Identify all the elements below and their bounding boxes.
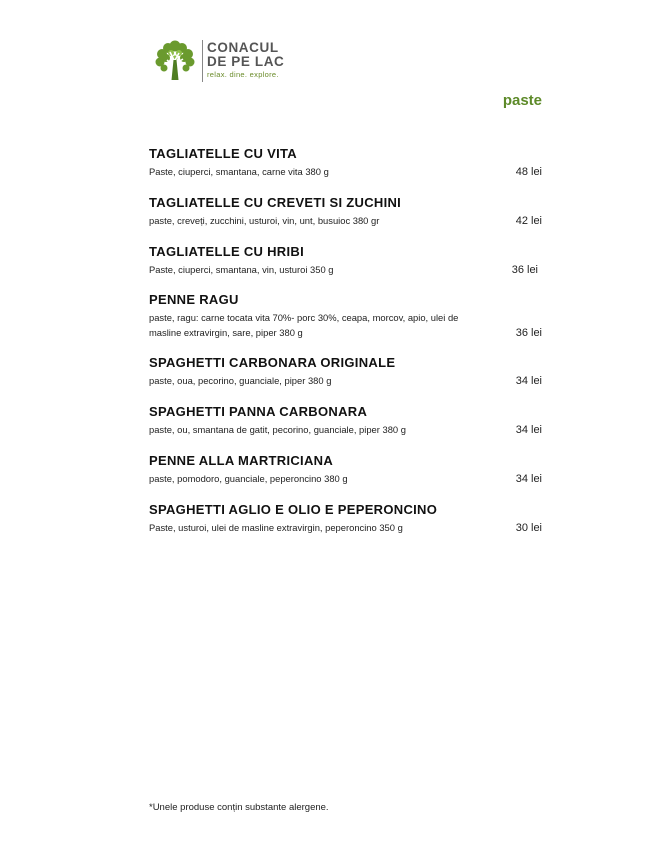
item-description: Paste, ciuperci, smantana, vin, usturoi 350 g (149, 264, 334, 275)
menu-item (149, 292, 542, 355)
item-description: paste, oua, pecorino, guanciale, piper 380 g (149, 375, 332, 386)
logo-divider (202, 40, 203, 82)
menu-list (149, 146, 542, 551)
logo-tagline: relax. dine. explore. (207, 70, 279, 79)
allergen-note: *Unele produse conțin substante alergene. (149, 802, 329, 813)
item-price: 36 lei (511, 264, 538, 276)
item-description: paste, creveți, zucchini, usturoi, vin, unt, busuioc 380 gr (149, 215, 380, 226)
item-description: Paste, ciuperci, smantana, carne vita 380 g (149, 166, 329, 177)
menu-item (149, 244, 542, 292)
menu-item (149, 404, 542, 453)
tree-icon (152, 40, 198, 80)
item-name: SPAGHETTI PANNA CARBONARA (149, 404, 368, 419)
item-price: 36 lei (515, 327, 542, 339)
item-price: 34 lei (515, 375, 542, 387)
item-price: 34 lei (515, 473, 542, 485)
item-description: paste, pomodoro, guanciale, peperoncino 380 g (149, 473, 348, 484)
menu-item (149, 355, 542, 404)
category-title: paste (502, 92, 542, 109)
logo-name-line2: DE PE LAC (207, 54, 285, 69)
item-price: 34 lei (515, 424, 542, 436)
menu-item (149, 146, 542, 195)
item-description: paste, ou, smantana de gatit, pecorino, guanciale, piper 380 g (149, 424, 406, 435)
item-name: SPAGHETTI CARBONARA ORIGINALE (149, 355, 396, 370)
item-name: SPAGHETTI AGLIO E OLIO E PEPERONCINO (149, 502, 438, 517)
item-name: TAGLIATELLE CU HRIBI (149, 244, 305, 259)
item-name: PENNE RAGU (149, 292, 239, 307)
menu-item (149, 195, 542, 244)
menu-item (149, 453, 542, 502)
logo-name-line1: CONACUL (207, 40, 279, 55)
item-price: 48 lei (515, 166, 542, 178)
item-price: 42 lei (515, 215, 542, 227)
item-name: TAGLIATELLE CU CREVETI SI ZUCHINI (149, 195, 402, 210)
item-name: PENNE ALLA MARTRICIANA (149, 453, 334, 468)
item-price: 30 lei (515, 522, 542, 534)
item-description: Paste, usturoi, ulei de masline extravirgin, peperoncino 350 g (149, 522, 403, 533)
logo (152, 38, 302, 88)
item-description: paste, ragu: carne tocata vita 70%- porc 30%, ceapa, morcov, apio, ulei de masline extravirgin, sare, piper 380 g (149, 312, 459, 338)
menu-item (149, 502, 542, 551)
item-name: TAGLIATELLE CU VITA (149, 146, 297, 161)
